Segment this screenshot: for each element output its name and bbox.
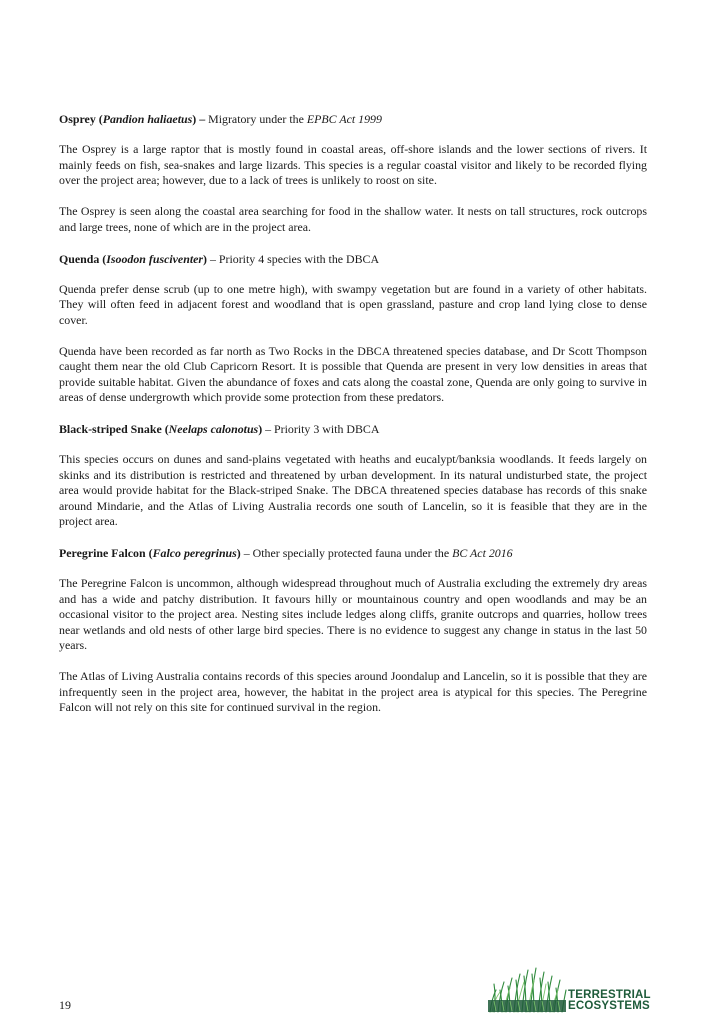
paragraph: This species occurs on dunes and sand-plains vegetated with heaths and eucalypt/banksia woodlands. It feeds largely on skinks and its distribution is restricted and threatened by urban development. In its natural undisturbed state, the project area would provide habitat for the Black-striped Snake. The DBCA threatened species database has records of this snake around Mindarie, and the Atlas of Living Australia records one south of Lancelin, so it is feasible that they are in the project area. xyxy=(59,452,647,528)
status-act: BC Act 2016 xyxy=(452,546,513,560)
paragraph: Quenda prefer dense scrub (up to one metre high), with swampy vegetation but are found in a variety of other habitats. They will often feed in adjacent forest and woodland that is open grassland, pasture and crop land lying close to dense cover. xyxy=(59,281,647,327)
species-status: – Other specially protected fauna under the xyxy=(240,546,453,560)
logo-line-2: ECOSYSTEMS xyxy=(568,1000,650,1012)
document-body xyxy=(59,111,647,731)
species-status: – Priority 3 with DBCA xyxy=(262,422,380,436)
species-common-name: Osprey (Pandion haliaetus) – xyxy=(59,112,206,126)
page-number: 19 xyxy=(59,998,71,1012)
species-scientific-name: Pandion haliaetus xyxy=(102,112,193,126)
paragraph: The Peregrine Falcon is uncommon, although widespread throughout much of Australia excluding the extremely dry areas and has a wide and patchy distribution. It favours hilly or mountainous country and open woodlands and may be an occasional visitor to the project area. Nesting sites include ledges along cliffs, granite outcrops and quarries, hollow trees near wetlands and old nests of other large bird species. There is no evidence to suggest any change in status in the last 50 years. xyxy=(59,576,647,652)
species-status: Migratory under the xyxy=(205,112,307,126)
paragraph: The Osprey is a large raptor that is mostly found in coastal areas, off-shore islands and the lower sections of rivers. It mainly feeds on fish, sea-snakes and large lizards. This species is a regular coastal visitor and likely to be recorded flying over the project area; however, due to a lack of trees is unlikely to roost on site. xyxy=(59,142,647,187)
status-dash: – xyxy=(196,112,206,126)
status-act: EPBC Act 1999 xyxy=(306,112,382,126)
species-heading-peregrine-falcon xyxy=(59,545,647,561)
paragraph: Quenda have been recorded as far north as Two Rocks in the DBCA threatened species database, and Dr Scott Thompson caught them near the old Club Capricorn Resort. It is possible that Quenda are present in very low densities in areas that provide suitable habitat. Given the abundance of foxes and cats along the coastal zone, Quenda are only going to survive in areas of dense undergrowth which provide some protection from these predators. xyxy=(59,343,647,404)
paragraph: The Osprey is seen along the coastal area searching for food in the shallow water. It nests on tall structures, rock outcrops and large trees, none of which are in the project area. xyxy=(59,204,647,234)
logo-line-1: TERRESTRIAL xyxy=(568,989,651,1001)
species-common-name: Quenda (Isoodon fusciventer) xyxy=(59,251,207,266)
species-heading-quenda xyxy=(59,251,647,267)
paragraph: The Atlas of Living Australia contains records of this species around Joondalup and Lancelin, so it is possible that they are infrequently seen in the project area, however, the habitat in the project area is atypical for this species. The Peregrine Falcon will not rely on this site for continued survival in the region. xyxy=(59,669,647,714)
species-common-name: Black-striped Snake (Neelaps calonotus) xyxy=(59,422,263,436)
company-logo xyxy=(484,960,652,1018)
species-scientific-name: Neelaps calonotus xyxy=(168,422,259,436)
species-heading-black-striped-snake xyxy=(59,421,647,437)
species-common-name: Peregrine Falcon (Falco peregrinus) xyxy=(59,546,241,560)
species-scientific-name: Isoodon fusciventer xyxy=(106,251,204,266)
logo-wordmark xyxy=(568,990,651,1012)
species-status: – Priority 4 species with the DBCA xyxy=(207,251,380,266)
species-scientific-name: Falco peregrinus xyxy=(152,546,237,560)
species-heading-osprey xyxy=(59,111,647,127)
